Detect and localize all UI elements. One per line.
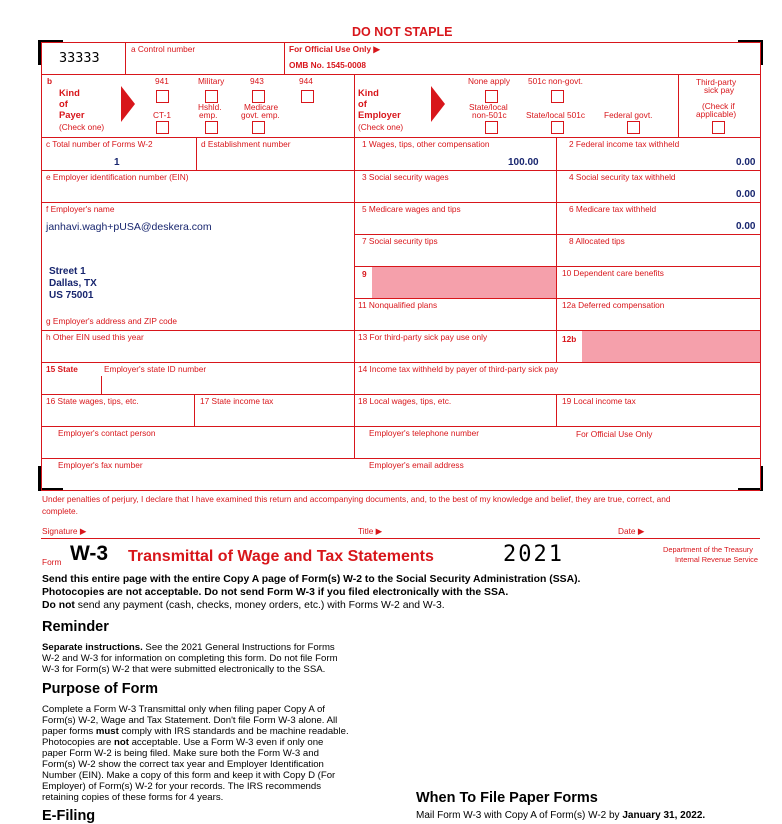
purpose-heading: Purpose of Form bbox=[42, 681, 159, 697]
do-not-staple: DO NOT STAPLE bbox=[352, 25, 453, 39]
box-9-shaded bbox=[372, 267, 556, 298]
checkbox-state-local-501c[interactable] bbox=[551, 121, 564, 134]
fax-number-label: Employer's fax number bbox=[58, 460, 143, 470]
box-16-label: 16 State wages, tips, etc. bbox=[46, 396, 139, 406]
checkbox-ct1[interactable] bbox=[156, 121, 169, 134]
box-11-label: 11 Nonqualified plans bbox=[358, 300, 438, 310]
perjury-statement-line-1: Under penalties of perjury, I declare that I have examined this return and accompanying documents, and, to the best of my knowledge and belief, they are true, correct, and bbox=[42, 494, 671, 504]
box-15-state-id-label: Employer's state ID number bbox=[104, 364, 207, 374]
purpose-line-9: retaining copies of these forms for 4 years. bbox=[42, 792, 224, 803]
omb-number: OMB No. 1545-0008 bbox=[289, 60, 367, 70]
box-1-label: 1 Wages, tips, other compensation bbox=[362, 139, 490, 149]
arrow-right-icon bbox=[121, 86, 135, 122]
checkbox-federal-govt[interactable] bbox=[627, 121, 640, 134]
box-6-label: 6 Medicare tax withheld bbox=[569, 204, 657, 214]
box-13-label: 13 For third-party sick pay use only bbox=[358, 332, 488, 342]
purpose-line-1: Complete a Form W-3 Transmittal only when filing paper Copy A of bbox=[42, 704, 325, 715]
box-8-label: 8 Allocated tips bbox=[569, 236, 625, 246]
address-line-1[interactable]: Street 1 bbox=[49, 266, 86, 277]
irs: Internal Revenue Service bbox=[675, 555, 758, 564]
date-label[interactable]: Date ▶ bbox=[618, 526, 645, 536]
efiling-heading: E-Filing bbox=[42, 808, 96, 824]
instruction-line-2: Photocopies are not acceptable. Do not send Form W-3 if you filed electronically with the SSA. bbox=[42, 587, 509, 598]
box-17-label: 17 State income tax bbox=[200, 396, 274, 406]
checkbox-household-employer[interactable] bbox=[205, 121, 218, 134]
box-e-label: e Employer identification number (EIN) bbox=[46, 172, 189, 182]
box-4-label: 4 Social security tax withheld bbox=[569, 172, 676, 182]
box-d-label: d Establishment number bbox=[201, 139, 291, 149]
checkbox-medicare-govt[interactable] bbox=[252, 121, 265, 134]
control-number-value[interactable]: 33333 bbox=[59, 50, 100, 66]
arrow-right-icon bbox=[431, 86, 445, 122]
reminder-heading: Reminder bbox=[42, 619, 109, 635]
contact-person-label: Employer's contact person bbox=[58, 428, 156, 438]
box-6-value[interactable]: 0.00 bbox=[736, 221, 756, 232]
box-12a-label: 12a Deferred compensation bbox=[562, 300, 665, 310]
box-7-label: 7 Social security tips bbox=[362, 236, 438, 246]
box-2-value[interactable]: 0.00 bbox=[736, 157, 756, 168]
box-12b-shaded bbox=[582, 331, 760, 362]
box-5-label: 5 Medicare wages and tips bbox=[362, 204, 461, 214]
box-19-label: 19 Local income tax bbox=[562, 396, 636, 406]
box-12b-label: 12b bbox=[562, 334, 577, 344]
checkbox-944[interactable] bbox=[301, 90, 314, 103]
email-address-label: Employer's email address bbox=[369, 460, 464, 470]
box-f-label: f Employer's name bbox=[46, 204, 115, 214]
form-title: Transmittal of Wage and Tax Statements bbox=[128, 548, 434, 565]
box-3-label: 3 Social security wages bbox=[362, 172, 449, 182]
control-number-label: a Control number bbox=[131, 44, 196, 54]
box-10-label: 10 Dependent care benefits bbox=[562, 268, 664, 278]
instruction-line-1: Send this entire page with the entire Copy A page of Form(s) W-2 to the Social Security Administration (SSA). bbox=[42, 574, 581, 585]
form-word: Form bbox=[42, 557, 62, 567]
box-c-label: c Total number of Forms W-2 bbox=[46, 139, 153, 149]
box-14-label: 14 Income tax withheld by payer of third-party sick pay bbox=[358, 364, 559, 374]
box-15-label: 15 State bbox=[46, 364, 78, 374]
purpose-line-3: paper forms must comply with IRS standards and be machine readable. bbox=[42, 726, 349, 737]
when-to-file-heading: When To File Paper Forms bbox=[416, 790, 598, 806]
box-g-label: g Employer's address and ZIP code bbox=[46, 316, 178, 326]
perjury-statement-line-2: complete. bbox=[42, 506, 78, 516]
address-line-2[interactable]: Dallas, TX bbox=[49, 278, 97, 289]
official-use-label: For Official Use Only ▶ bbox=[289, 44, 380, 54]
reminder-line-1: Separate instructions. See the 2021 General Instructions for Forms bbox=[42, 642, 335, 653]
official-use-only-label: For Official Use Only bbox=[576, 429, 653, 439]
title-label[interactable]: Title ▶ bbox=[358, 526, 383, 536]
form-year: 2021 bbox=[503, 542, 564, 567]
when-to-file-line: Mail Form W-3 with Copy A of Form(s) W-2 by January 31, 2022. bbox=[416, 810, 706, 821]
purpose-line-2: Form(s) W-2, Wage and Tax Statement. Don't file Form W-3 alone. All bbox=[42, 715, 338, 726]
purpose-line-7: Number (EIN). Make a copy of this form and keep it with Copy D (For bbox=[42, 770, 336, 781]
purpose-line-5: paper Form W-2 is being filed. Make sure both the Form W-3 and bbox=[42, 748, 319, 759]
box-1-value[interactable]: 100.00 bbox=[508, 157, 539, 168]
box-18-label: 18 Local wages, tips, etc. bbox=[358, 396, 452, 406]
box-4-value[interactable]: 0.00 bbox=[736, 189, 756, 200]
instruction-line-3: Do not send any payment (cash, checks, money orders, etc.) with Forms W-2 and W-3. bbox=[42, 600, 445, 611]
checkbox-501c-non-govt[interactable] bbox=[551, 90, 564, 103]
address-line-3[interactable]: US 75001 bbox=[49, 290, 94, 301]
purpose-line-4: Photocopies are not acceptable. Use a Form W-3 even if only one bbox=[42, 737, 324, 748]
box-c-value[interactable]: 1 bbox=[114, 157, 120, 168]
box-2-label: 2 Federal income tax withheld bbox=[569, 139, 680, 149]
form-id: W-3 bbox=[70, 542, 109, 565]
telephone-label: Employer's telephone number bbox=[369, 428, 479, 438]
dept-treasury: Department of the Treasury bbox=[663, 545, 753, 554]
checkbox-third-party-sick-pay[interactable] bbox=[712, 121, 725, 134]
purpose-line-6: Form(s) W-2 show the correct tax year and Employer Identification bbox=[42, 759, 324, 770]
signature-label[interactable]: Signature ▶ bbox=[42, 526, 87, 536]
purpose-line-8: Employer) of Form(s) W-2 for your records. The IRS recommends bbox=[42, 781, 322, 792]
box-h-label: h Other EIN used this year bbox=[46, 332, 144, 342]
reminder-line-2: W-2 and W-3 for information on completing this form. Do not file Form bbox=[42, 653, 338, 664]
checkbox-941[interactable] bbox=[156, 90, 169, 103]
reminder-line-3: W-3 for Form(s) W-2 that were submitted electronically to the SSA. bbox=[42, 664, 326, 675]
checkbox-state-local-non-501c[interactable] bbox=[485, 121, 498, 134]
box-9-label: 9 bbox=[362, 269, 367, 279]
employer-name-value[interactable]: janhavi.wagh+pUSA@deskera.com bbox=[46, 221, 212, 233]
